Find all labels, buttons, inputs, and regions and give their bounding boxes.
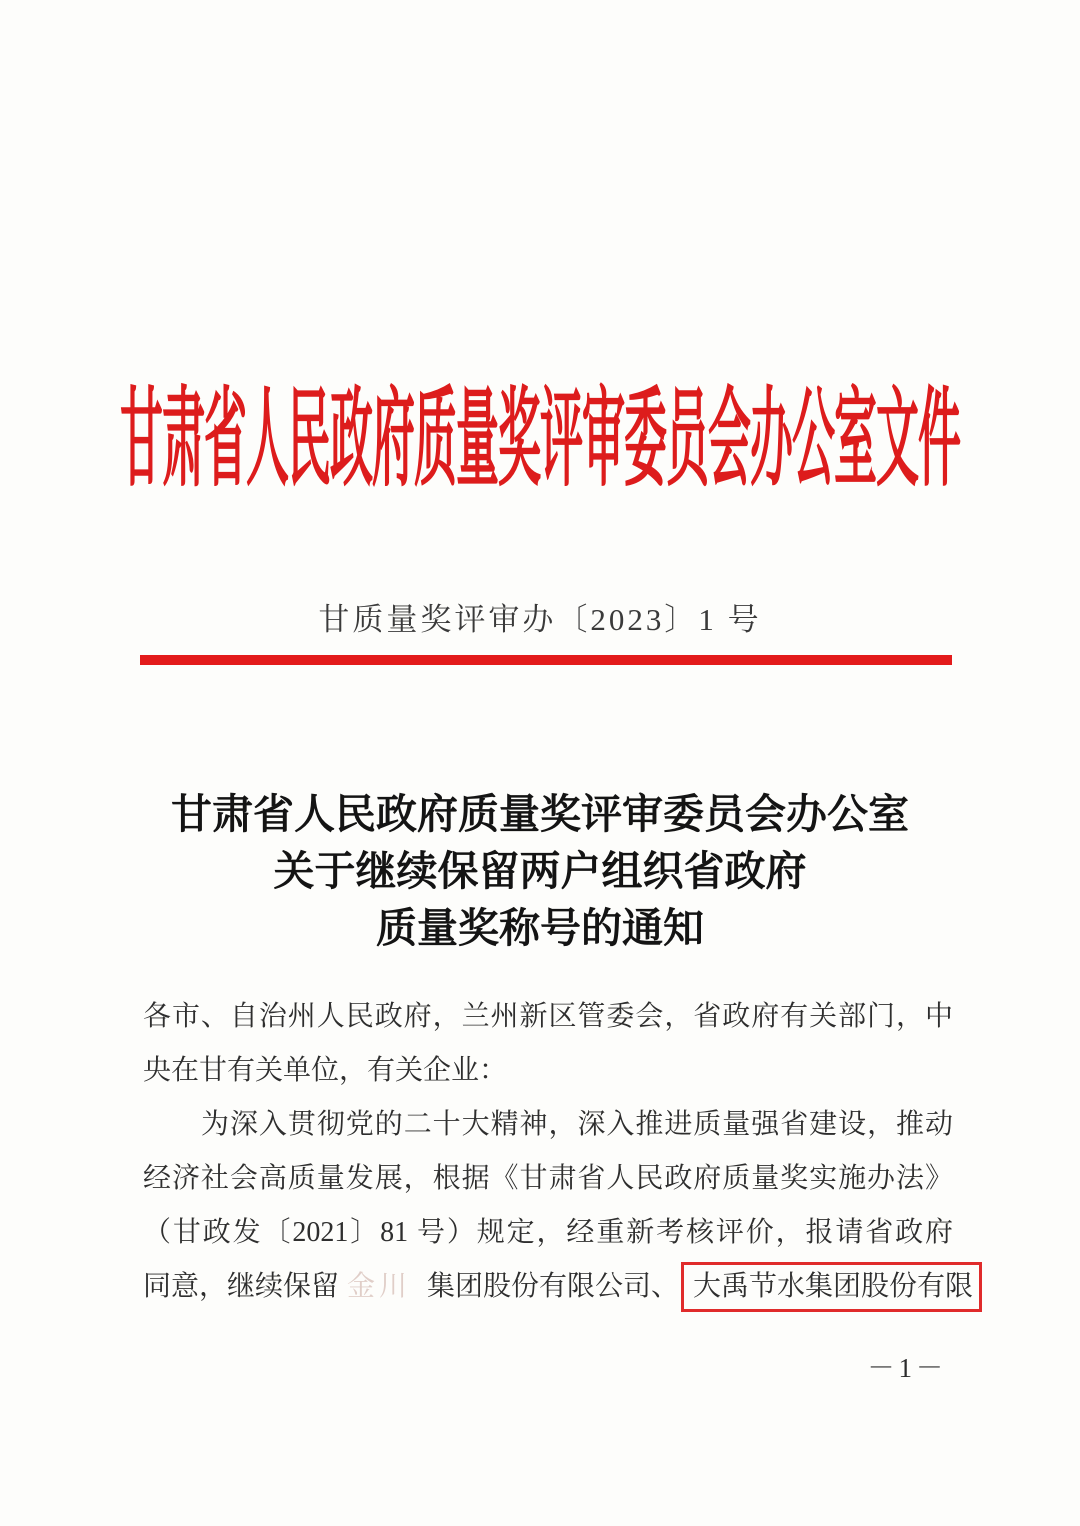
title-line-1: 甘肃省人民政府质量奖评审委员会办公室 bbox=[171, 791, 909, 837]
faded-company-name: 金川 bbox=[347, 1271, 412, 1302]
highlighted-company-box bbox=[681, 1262, 982, 1312]
document-number: 甘质量奖评审办〔2023〕1 号 bbox=[318, 602, 762, 637]
document-masthead bbox=[0, 383, 1080, 499]
last-line-prefix: 同意，继续保留 bbox=[143, 1271, 340, 1302]
paragraph-line-1: 为深入贯彻党的二十大精神，深入推进质量强省建设，推动 bbox=[201, 1109, 953, 1140]
document-title bbox=[0, 786, 1080, 957]
paragraph-line-2: 经济社会高质量发展，根据《甘肃省人民政府质量奖实施办法》 bbox=[143, 1163, 953, 1194]
paragraph-line-3: （甘政发〔2021〕81 号）规定，经重新考核评价，报请省政府 bbox=[143, 1217, 953, 1248]
last-line-middle: 集团股份有限公司、 bbox=[427, 1271, 680, 1302]
paragraph-line-4 bbox=[143, 1260, 974, 1314]
masthead-divider bbox=[140, 655, 952, 665]
title-line-2: 关于继续保留两户组织省政府 bbox=[273, 848, 807, 894]
page-number: －1－ bbox=[867, 1353, 947, 1383]
title-line-3: 质量奖称号的通知 bbox=[376, 905, 704, 951]
highlighted-company-name: 大禹节水集团股份有限 bbox=[693, 1270, 974, 1302]
masthead-org-title: 甘肃省人民政府质量奖评审委员会办公室文件 bbox=[120, 382, 960, 500]
document-body bbox=[143, 990, 974, 1314]
salutation-line-1: 各市、自治州人民政府，兰州新区管委会，省政府有关部门，中 bbox=[143, 1001, 953, 1032]
salutation-line-2: 央在甘有关单位，有关企业： bbox=[143, 1055, 508, 1086]
